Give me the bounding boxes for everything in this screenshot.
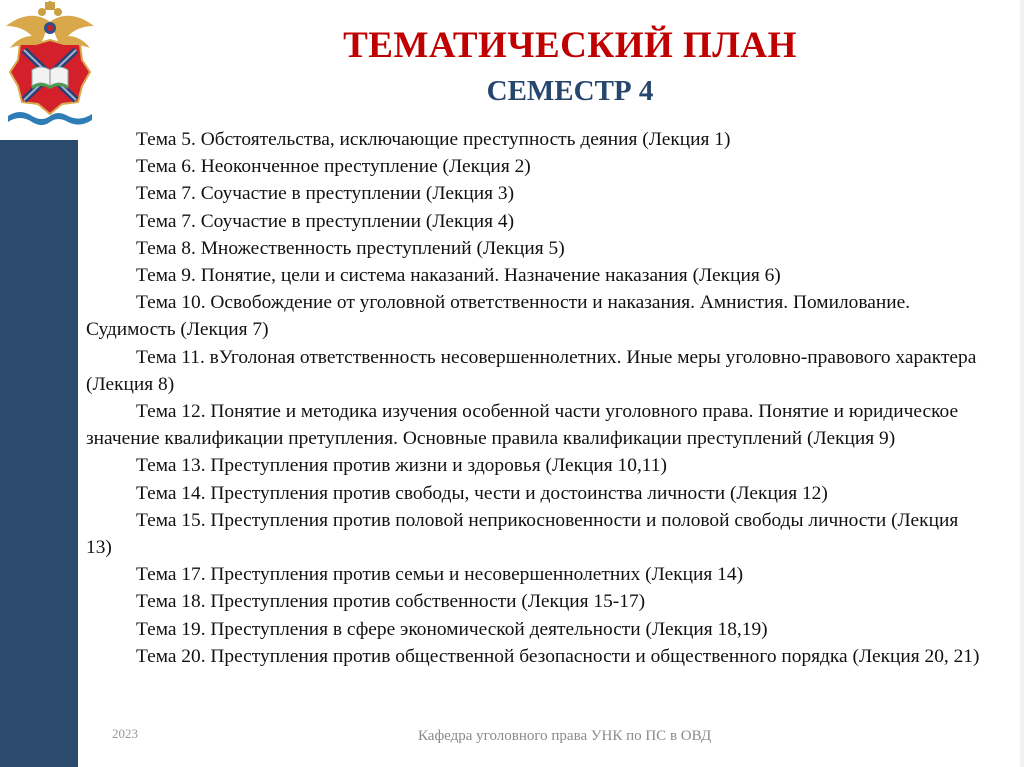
list-item: Тема 9. Понятие, цели и система наказаний. Назначение наказания (Лекция 6) [136,265,781,287]
list-item: Тема 12. Понятие и методика изучения особенной части уголовного права. Понятие и юридическое значение квалификации претупления. Основные правила квалификации преступлений (Лекция 9) [86,401,959,450]
right-edge-border [1020,0,1024,767]
list-item: Тема 20. Преступления против общественной безопасности и общественного порядка (Лекция 20, 21) [136,645,980,667]
sidebar-band [0,140,78,767]
page-title: ТЕМАТИЧЕСКИЙ ПЛАН [343,25,797,66]
list-item: Тема 7. Соучастие в преступлении (Лекция 4) [136,210,515,232]
footer-year: 2023 [112,726,138,741]
page-subtitle: СЕМЕСТР 4 [486,75,654,107]
list-item: Тема 10. Освобождение от уголовной ответственности и наказания. Амнистия. Помилование. Судимость (Лекция 7) [86,292,911,341]
footer-department: Кафедра уголовного права УНК по ПС в ОВД [418,728,712,744]
police-university-emblem-icon [2,0,98,128]
list-item: Тема 11. вУголоная ответственность несовершеннолетних. Иные меры уголовно-правового характера (Лекция 8) [86,346,977,395]
list-item: Тема 17. Преступления против семьи и несовершеннолетних (Лекция 14) [136,564,744,586]
list-item: Тема 13. Преступления против жизни и здоровья (Лекция 10,11) [136,455,667,477]
list-item: Тема 19. Преступления в сфере экономической деятельности (Лекция 18,19) [136,618,768,640]
list-item: Тема 5. Обстоятельства, исключающие преступность деяния (Лекция 1) [136,129,731,150]
list-item: Тема 15. Преступления против половой неприкосновенности и половой свободы личности (Лекция 13) [86,509,959,559]
list-item: Тема 18. Преступления против собственности (Лекция 15-17) [136,591,646,613]
list-item: Тема 14. Преступления против свободы, чести и достоинства личности (Лекция 12) [136,482,828,504]
list-item: Тема 6. Неоконченное преступление (Лекция 2) [136,156,531,178]
list-item: Тема 7. Соучастие в преступлении (Лекция 3) [136,183,515,205]
topic-list [86,126,986,670]
list-item: Тема 8. Множественность преступлений (Лекция 5) [136,237,565,259]
